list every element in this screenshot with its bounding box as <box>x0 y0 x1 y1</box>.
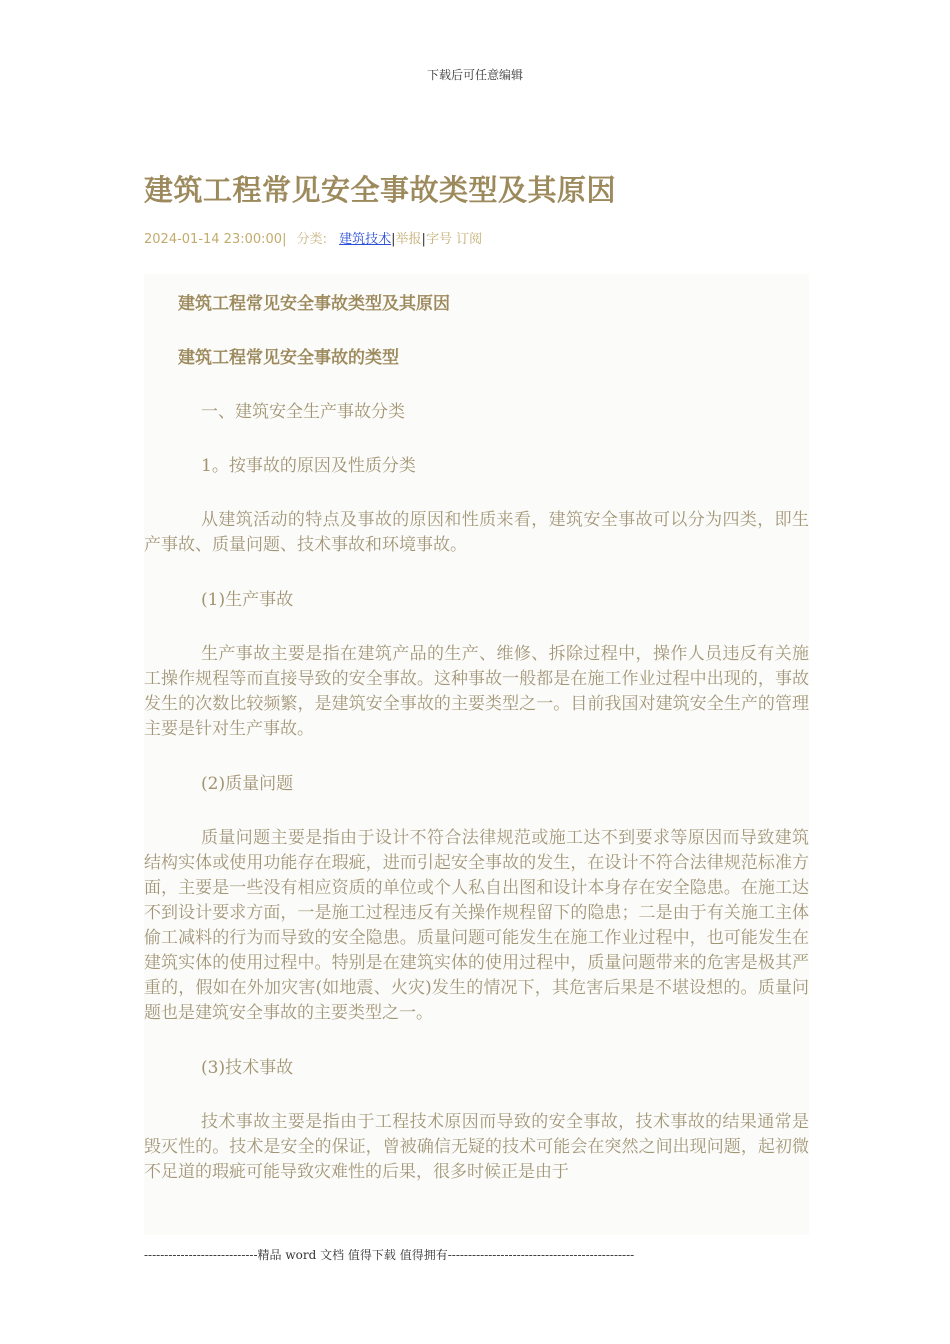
subscribe-link[interactable]: 订阅 <box>456 232 483 247</box>
report-link[interactable]: 举报 <box>395 232 422 247</box>
article <box>144 168 809 1235</box>
separator: | <box>391 232 396 247</box>
article-body <box>144 274 809 1235</box>
page-footer: ----------------------------精品 word 文档 值得下载 值得拥有---------------------------------------------- <box>144 1248 635 1262</box>
article-meta <box>144 230 809 250</box>
post-datetime: 2024-01-14 23:00:00| <box>144 232 287 247</box>
page-header-note: 下载后可任意编辑 <box>426 68 523 82</box>
category-label: 分类: <box>296 232 327 247</box>
article-title: 建筑工程常见安全事故类型及其原因 <box>144 173 617 207</box>
category-link[interactable]: 建筑技术 <box>339 232 392 247</box>
item-3-label: (3)技术事故 <box>201 1058 294 1078</box>
item-2-paragraph: 质量问题主要是指由于设计不符合法律规范或施工达不到要求等原因而导致建筑结构实体或使用功能存在瑕疵，进而引起安全事故的发生，在设计不符合法律规范标准方面，主要是一些没有相应资质的单位或个人私自出图和设计本身存在安全隐患。在施工达不到设计要求方面，一是施工过程违反有关操作规程留下的隐患；二是由于有关施工主体偷工减料的行为而导致的安全隐患。质量问题可能发生在施工作业过程中，也可能发生在建筑实体的使用过程中。特别是在建筑实体的使用过程中，质量问题带来的危害是极其严重的，假如在外加灾害(如地震、火灾)发生的情况下，其危害后果是不堪设想的。质量问题也是建筑安全事故的主要类型之一。 <box>144 828 809 1023</box>
separator: | <box>421 232 426 247</box>
intro-paragraph: 从建筑活动的特点及事故的原因和性质来看，建筑安全事故可以分为四类，即生产事故、质量问题、技术事故和环境事故。 <box>144 510 809 555</box>
body-heading-2: 建筑工程常见安全事故的类型 <box>178 348 399 368</box>
body-heading-1: 建筑工程常见安全事故类型及其原因 <box>178 294 450 314</box>
item-2-label: (2)质量问题 <box>201 774 294 794</box>
item-1-label: (1)生产事故 <box>201 590 294 610</box>
item-1-paragraph: 生产事故主要是指在建筑产品的生产、维修、拆除过程中，操作人员违反有关施工操作规程等而直接导致的安全事故。这种事故一般都是在施工作业过程中出现的，事故发生的次数比较频繁，是建筑安全事故的主要类型之一。目前我国对建筑安全生产的管理主要是针对生产事故。 <box>144 644 809 739</box>
font-size-link[interactable]: 字号 <box>425 232 452 247</box>
subsection-heading: 1。按事故的原因及性质分类 <box>201 456 416 476</box>
section-heading: 一、建筑安全生产事故分类 <box>201 402 405 422</box>
item-3-paragraph: 技术事故主要是指由于工程技术原因而导致的安全事故，技术事故的结果通常是毁灭性的。技术是安全的保证，曾被确信无疑的技术可能会在突然之间出现问题，起初微不足道的瑕疵可能导致灾难性的后果，很多时候正是由于 <box>144 1112 809 1182</box>
